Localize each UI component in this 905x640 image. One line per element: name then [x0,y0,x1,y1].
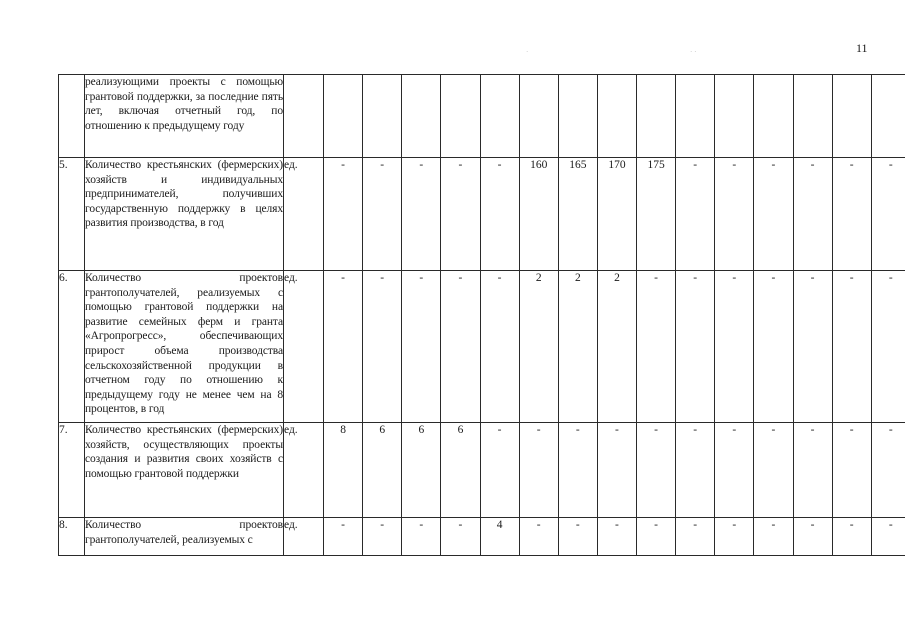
unit-cell [284,75,324,158]
value-cell [324,75,363,158]
value-cell: - [480,423,519,518]
row-number-cell [59,75,85,158]
value-cell: - [754,423,793,518]
table-row [59,75,905,158]
value-cell [363,75,402,158]
row-number-cell: 5. [59,158,85,271]
row-number-cell: 6. [59,271,85,423]
value-cell: - [441,518,480,556]
indicator-description-cell: Количество крестьянских (фермерских) хозяйств и индивидуальных предпринимателей, получивших государственную поддержку в целях развития производства, в год [85,158,284,271]
value-cell: - [715,423,754,518]
table-row [59,518,905,556]
value-cell: - [832,423,871,518]
value-cell: - [597,423,636,518]
value-cell: - [558,423,597,518]
value-cell: - [480,158,519,271]
scan-speck: · · [690,48,697,56]
value-cell [597,75,636,158]
value-cell: - [441,158,480,271]
value-cell: - [793,271,832,423]
table-row [59,271,905,423]
value-cell: - [637,271,676,423]
value-cell: 170 [597,158,636,271]
indicator-description-cell: Количество проектов грантополучателей, реализуемых с [85,518,284,556]
value-cell: - [793,158,832,271]
value-cell: - [402,518,441,556]
value-cell [402,75,441,158]
table-row [59,423,905,518]
indicator-description-cell: реализующими проекты с помощью грантовой поддержки, за последние пять лет, включая отчетный год, по отношению к предыдущему году [85,75,284,158]
value-cell: 2 [519,271,558,423]
indicators-table [58,74,905,556]
value-cell: 2 [597,271,636,423]
value-cell: 4 [480,518,519,556]
value-cell: 6 [363,423,402,518]
scan-speck: · [526,48,529,56]
unit-cell: ед. [284,518,324,556]
value-cell: - [363,158,402,271]
page-number: 11 [856,41,868,55]
value-cell: - [754,518,793,556]
value-cell: - [832,158,871,271]
value-cell: - [402,158,441,271]
value-cell: 165 [558,158,597,271]
value-cell: 160 [519,158,558,271]
value-cell: 2 [558,271,597,423]
value-cell [676,75,715,158]
value-cell: - [676,158,715,271]
value-cell: - [871,158,905,271]
value-cell: - [441,271,480,423]
value-cell [480,75,519,158]
value-cell: - [519,423,558,518]
row-number-cell: 8. [59,518,85,556]
value-cell: - [480,271,519,423]
value-cell: - [558,518,597,556]
value-cell [832,75,871,158]
value-cell: - [793,423,832,518]
value-cell: - [832,518,871,556]
value-cell: - [676,423,715,518]
unit-cell: ед. [284,423,324,518]
value-cell: - [637,423,676,518]
value-cell: - [754,158,793,271]
value-cell: - [715,271,754,423]
value-cell [558,75,597,158]
value-cell: - [324,518,363,556]
value-cell [441,75,480,158]
value-cell: - [363,271,402,423]
indicator-description-cell: Количество крестьянских (фермерских) хозяйств, осуществляющих проекты создания и развития своих хозяйств с помощью грантовой поддержки [85,423,284,518]
value-cell: - [637,518,676,556]
value-cell: - [715,158,754,271]
value-cell: - [363,518,402,556]
value-cell: - [871,518,905,556]
value-cell: - [597,518,636,556]
value-cell [871,75,905,158]
value-cell: - [324,271,363,423]
value-cell [519,75,558,158]
value-cell: - [324,158,363,271]
value-cell [715,75,754,158]
value-cell: - [402,271,441,423]
value-cell: 175 [637,158,676,271]
value-cell: - [832,271,871,423]
indicator-description-cell: Количество проектов грантополучателей, реализуемых с помощью грантовой поддержки на развитие семейных ферм и гранта «Агропрогресс», обеспечивающих прирост объема производства сельскохозяйственной продукции в отчетном году по отношению к предыдущему году не менее чем на 8 процентов, в год [85,271,284,423]
value-cell: - [676,271,715,423]
unit-cell: ед. [284,158,324,271]
row-number-cell: 7. [59,423,85,518]
value-cell: - [871,423,905,518]
value-cell: 6 [402,423,441,518]
value-cell: 8 [324,423,363,518]
value-cell: 6 [441,423,480,518]
value-cell [637,75,676,158]
value-cell: - [871,271,905,423]
value-cell [793,75,832,158]
value-cell [754,75,793,158]
value-cell: - [519,518,558,556]
unit-cell: ед. [284,271,324,423]
table-row [59,158,905,271]
value-cell: - [754,271,793,423]
value-cell: - [715,518,754,556]
value-cell: - [793,518,832,556]
value-cell: - [676,518,715,556]
